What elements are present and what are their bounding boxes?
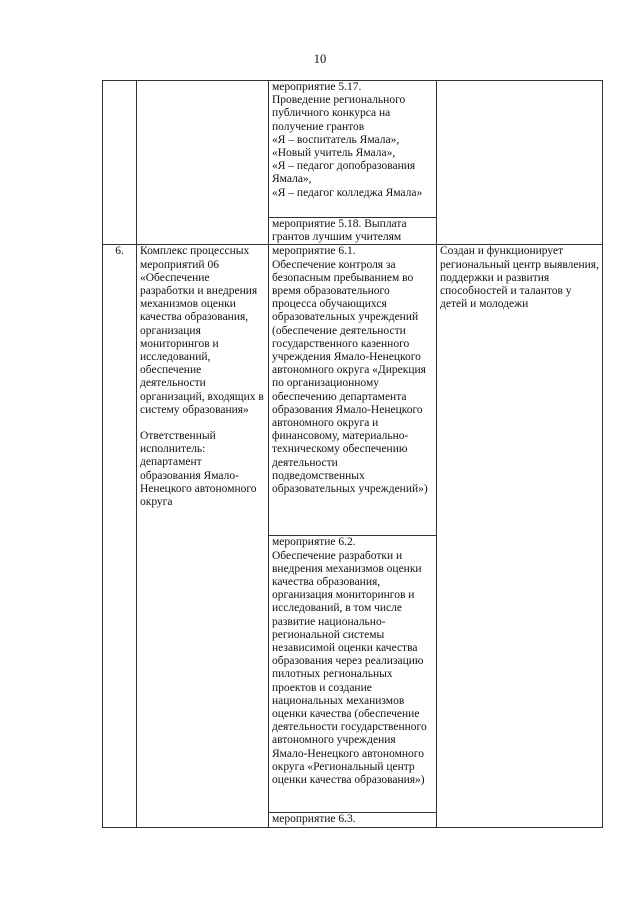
paragraph-gap [140, 417, 265, 430]
program-table [102, 80, 603, 828]
page-number: 10 [313, 52, 327, 66]
project-cell [137, 81, 269, 245]
event-cell: мероприятие 5.17. Проведение регионального публичного конкурса на получение грантов «Я – воспитатель Ямала», «Новый учитель Ямала», «Я – педагог допобразования Ямала», «Я – педагог колледжа Ямала» [269, 81, 437, 218]
event-cell: мероприятие 6.1. Обеспечение контроля за безопасным пребыванием во время образовательного процесса обучающихся образовательных учреждений (обеспечение деятельности государственного казенного учреждения Ямало-Ненецкого автономного округа «Дирекция по организационному обеспечению департамента образования Ямало-Ненецкого автономного округа и финансовому, материально-техническому обеспечению деятельности подведомственных образовательных учреждений») [269, 245, 437, 536]
event-cell: мероприятие 6.2. Обеспечение разработки и внедрения механизмов оценки качества образования, организация мониторингов и исследований, в том числе развитие национально-региональной системы независимой оценки качества образования через реализацию пилотных региональных проектов и создание национальных механизмов оценки качества (обеспечение деятельности государственного автономного учреждения Ямало-Ненецкого автономного округа «Региональный центр оценки качества образования») [269, 536, 437, 813]
row-number-cell [103, 81, 137, 245]
responsible-executor: Ответственный исполнитель: департамент образования Ямало-Ненецкого автономного округа [140, 430, 257, 509]
result-cell [437, 81, 603, 245]
event-cell: мероприятие 6.3. [269, 813, 437, 827]
project-name: Комплекс процессных мероприятий 06 «Обеспечение разработки и внедрения механизмов оценки качества образования, организация мониторингов и исследований, обеспечение деятельности организаций, входящих в систему образования» [140, 245, 264, 416]
row-number-cell: 6. [103, 245, 137, 827]
table-row [103, 81, 603, 218]
event-cell: мероприятие 5.18. Выплата грантов лучшим учителям [269, 218, 437, 245]
project-cell [137, 245, 269, 827]
table-row [103, 245, 603, 536]
result-cell: Создан и функционирует региональный центр выявления, поддержки и развития способностей и талантов у детей и молодежи [437, 245, 603, 827]
